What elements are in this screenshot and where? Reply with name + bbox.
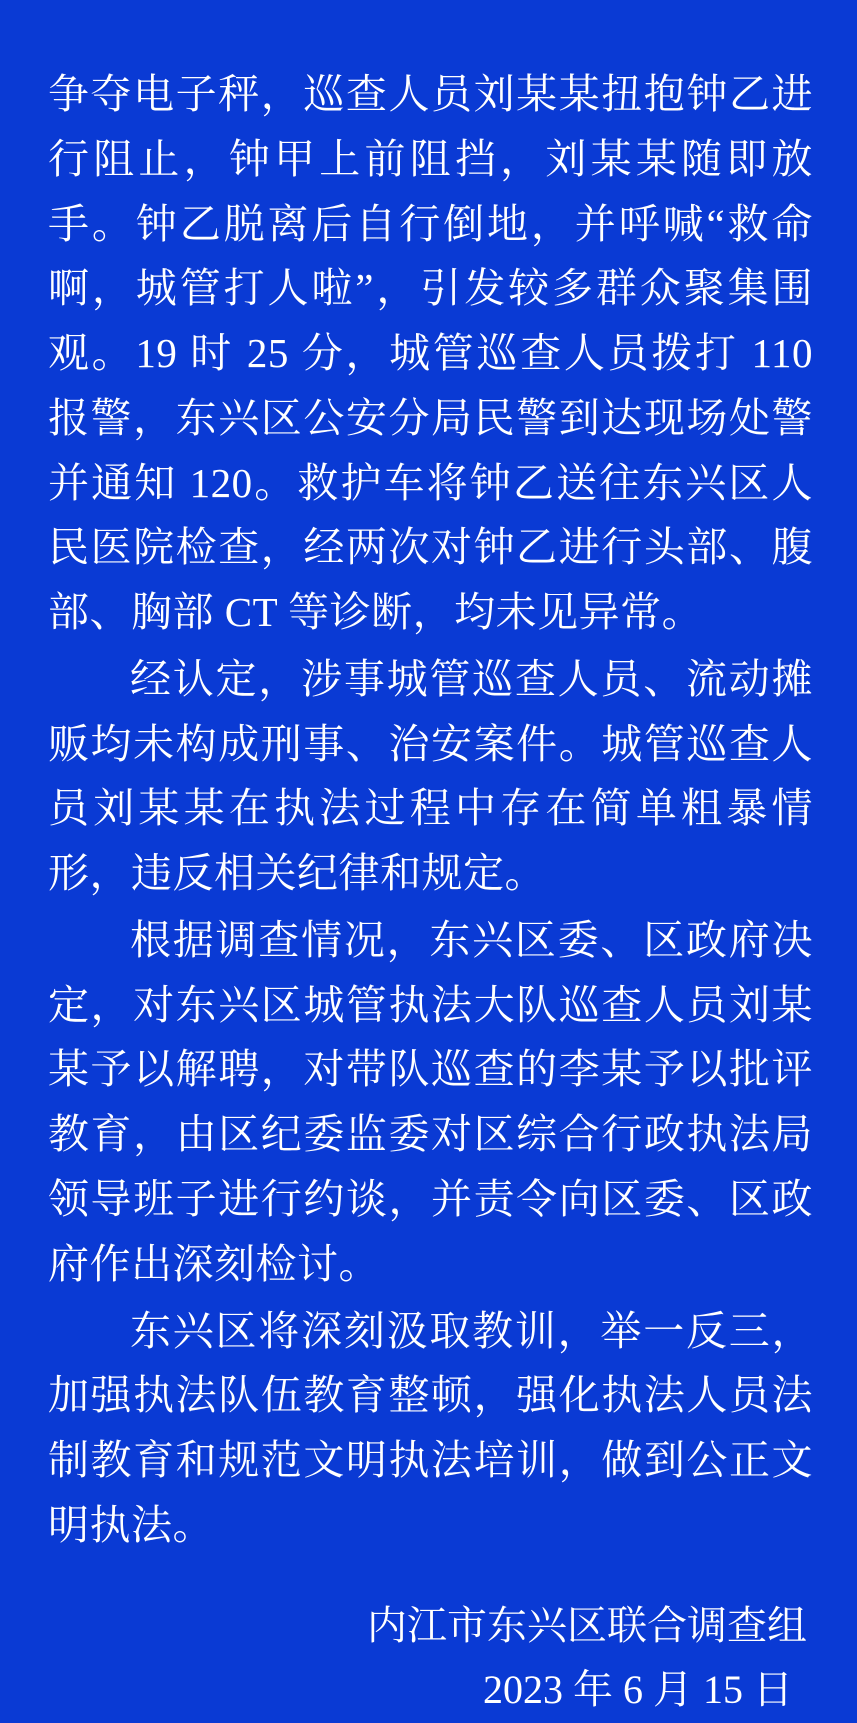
signature-organization: 内江市东兴区联合调查组 [367, 1602, 807, 1648]
document-body [48, 62, 813, 1560]
paragraph-2: 经认定，涉事城管巡查人员、流动摊贩均未构成刑事、治安案件。城管巡查人员刘某某在执法过程中存在简单粗暴情形，违反相关纪律和规定。 [48, 655, 813, 897]
paragraph-4: 东兴区将深刻汲取教训，举一反三，加强执法队伍教育整顿，强化执法人员法制教育和规范文明执法培训，做到公正文明执法。 [48, 1307, 813, 1548]
signature-date: 2023 年 6 月 15 日 [483, 1667, 793, 1713]
paragraph-1: 争夺电子秤，巡查人员刘某某扭抱钟乙进行阻止，钟甲上前阻挡，刘某某随即放手。钟乙脱离后自行倒地，并呼喊“救命啊，城管打人啦”，引发较多群众聚集围观。19 时 25 分，城管巡查人员拨打 110 报警，东兴区公安分局民警到达现场处警并通知 120。救护车将钟乙送往东兴区人民医院检查，经两次对钟乙进行头部、腹部、胸部 CT 等诊断，均未见异常。 [48, 71, 813, 636]
signature-block [48, 1594, 813, 1723]
paragraph-3: 根据调查情况，东兴区委、区政府决定，对东兴区城管执法大队巡查人员刘某某予以解聘，对带队巡查的李某予以批评教育，由区纪委监委对区综合行政执法局领导班子进行约谈，并责令向区委、区政府作出深刻检讨。 [48, 916, 813, 1287]
